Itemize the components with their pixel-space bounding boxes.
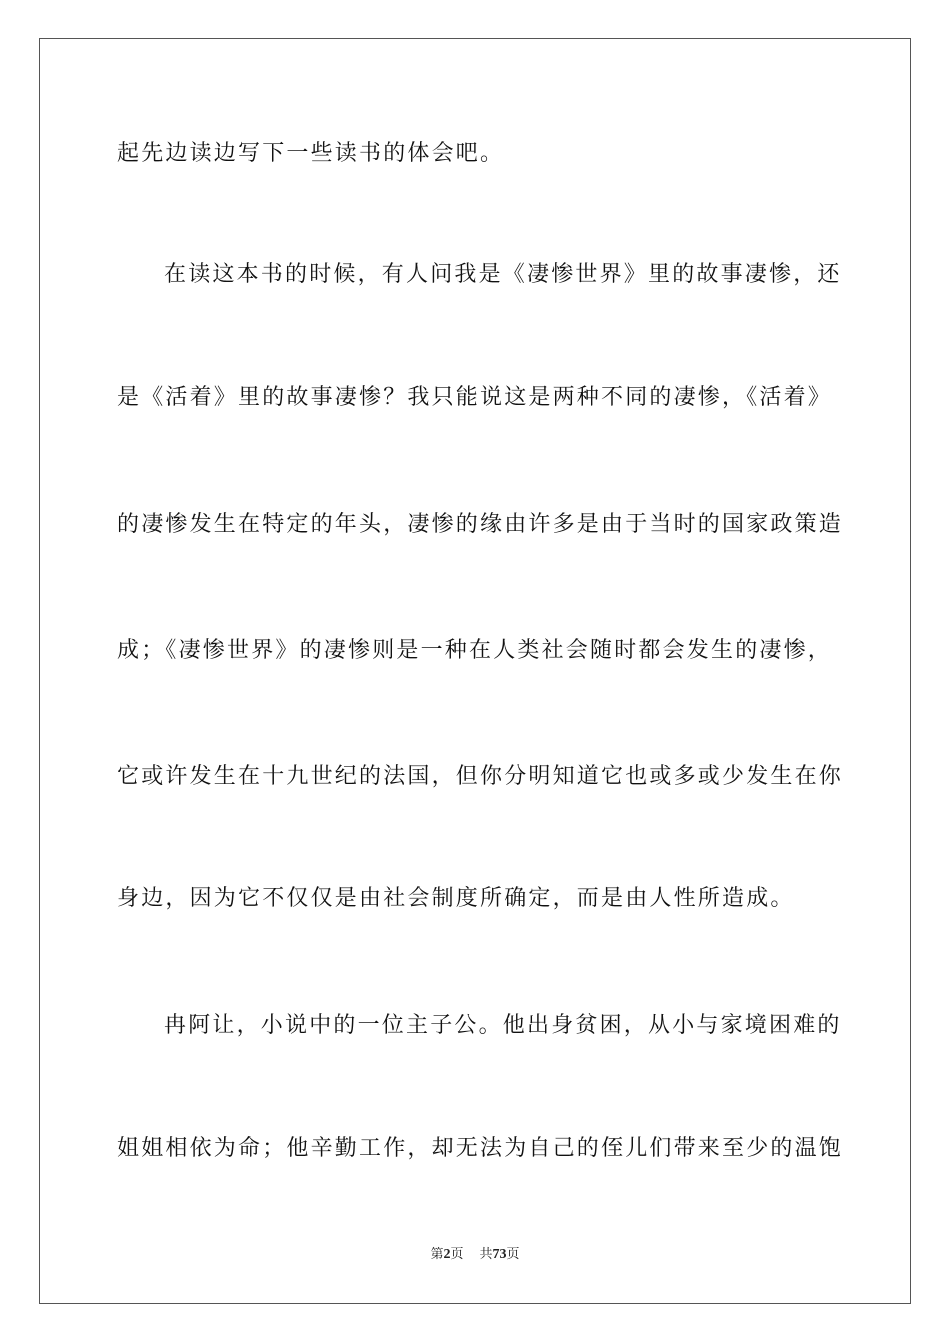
text-line: 它或许发生在十九世纪的法国，但你分明知道它也或多或少发生在你 — [117, 764, 844, 789]
page-label-prefix: 第 — [430, 1247, 444, 1262]
text-line: 身边，因为它不仅仅是由社会制度所确定，而是由人性所造成。 — [117, 886, 795, 911]
total-label-prefix: 共 — [479, 1247, 493, 1262]
total-page-count: 73 — [492, 1247, 507, 1262]
text-line: 的凄惨发生在特定的年头，凄惨的缘由许多是由于当时的国家政策造 — [117, 512, 844, 537]
page-border — [39, 38, 911, 1304]
text-line: 姐姐相依为命；他辛勤工作，却无法为自己的侄儿们带来至少的温饱 — [117, 1136, 844, 1161]
text-line: 起先边读边写下一些读书的体会吧。 — [117, 141, 505, 166]
page-footer — [0, 1246, 950, 1264]
current-page-number: 2 — [443, 1247, 451, 1262]
text-line: 在读这本书的时候，有人问我是《凄惨世界》里的故事凄惨，还 — [164, 262, 842, 287]
text-line: 冉阿让，小说中的一位主子公。他出身贫困，从小与家境困难的 — [164, 1013, 842, 1038]
text-line: 是《活着》里的故事凄惨？我只能说这是两种不同的凄惨，《活着》 — [117, 385, 833, 410]
text-line: 成；《凄惨世界》的凄惨则是一种在人类社会随时都会发生的凄惨， — [117, 638, 833, 663]
page-label-unit: 页 — [450, 1247, 464, 1262]
total-label-unit: 页 — [506, 1247, 520, 1262]
